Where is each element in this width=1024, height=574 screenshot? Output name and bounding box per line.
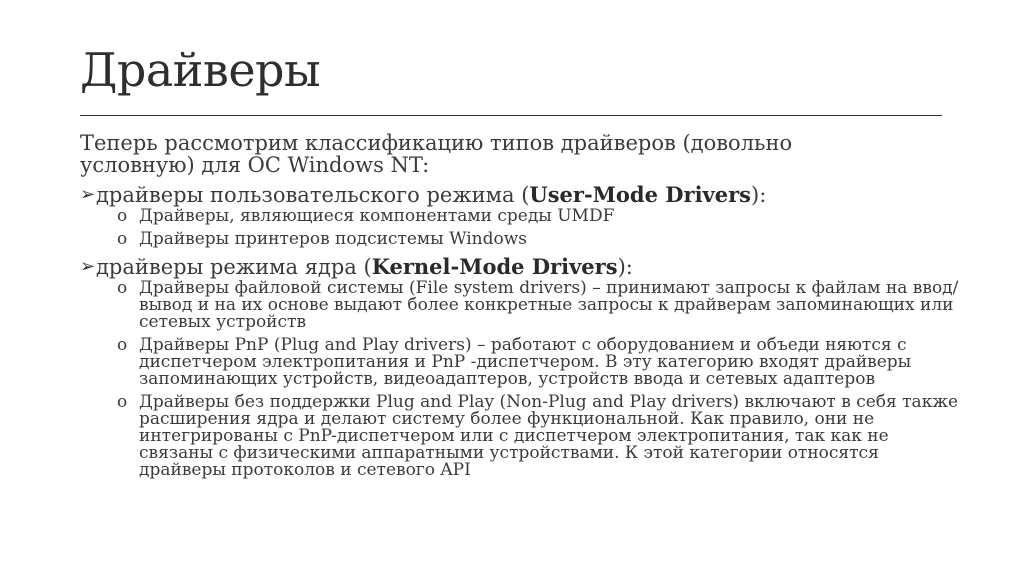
arrow-bullet-icon: ➢ [80, 184, 96, 205]
section-lead-text: драйверы режима ядра ( [96, 255, 372, 279]
circle-bullet-icon: o [117, 229, 128, 249]
list-item-text: Драйверы PnP (Plug and Play drivers) – работают с оборудованием и объеди няются с диспетчером электропитания и PnP -диспетчером. В эту категорию входят драйверы запоминающих устройств, видеоадаптеров, устройств ввода и сетевых адаптеров [139, 335, 912, 389]
user-mode-list [80, 208, 960, 248]
list-item [80, 208, 959, 225]
list-item-text: Драйверы без поддержки Plug and Play (Non-Plug and Play drivers) включают в себя также расширения ядра и делают систему более функциональной. Как правило, они не интегрированы с PnP-диспетчером или с диспетчером электропитания, так как не связаны с физическими аппаратными устройствами. К этой категории относятся драйверы протоколов и сетевого API [139, 392, 959, 480]
slide-title: Драйверы [80, 43, 321, 97]
list-item-text: Драйверы принтеров подсистемы Windows [139, 229, 528, 249]
intro-paragraph: Теперь рассмотрим классификацию типов драйверов (довольно условную) для ОС Windows NT: [80, 131, 793, 177]
list-item-text: Драйверы файловой системы (File system drivers) – принимают запросы к файлам на ввод/вывод и на их основе выдают более конкретные запросы к драйверам запоминающих или сетевых устройств [139, 278, 959, 332]
circle-bullet-icon: o [117, 335, 128, 355]
list-item [80, 337, 959, 388]
slide-body [80, 132, 960, 485]
list-item [80, 231, 959, 248]
circle-bullet-icon: o [117, 206, 128, 226]
arrow-bullet-icon: ➢ [80, 256, 96, 277]
circle-bullet-icon: o [117, 392, 128, 412]
circle-bullet-icon: o [117, 278, 128, 298]
section-bold-term: Kernel-Mode Drivers [371, 254, 618, 279]
section-trail-text: ): [617, 255, 633, 279]
list-item [80, 280, 959, 331]
title-divider [80, 115, 942, 116]
kernel-mode-list [80, 280, 960, 479]
list-item-text: Драйверы, являющиеся компонентами среды UMDF [139, 206, 615, 226]
section-user-mode-heading [80, 182, 960, 208]
section-trail-text: ): [751, 183, 767, 207]
list-item [80, 394, 959, 479]
section-bold-term: User-Mode Drivers [529, 182, 751, 207]
section-kernel-mode-heading [80, 254, 960, 280]
section-lead-text: драйверы пользовательского режима ( [96, 183, 530, 207]
